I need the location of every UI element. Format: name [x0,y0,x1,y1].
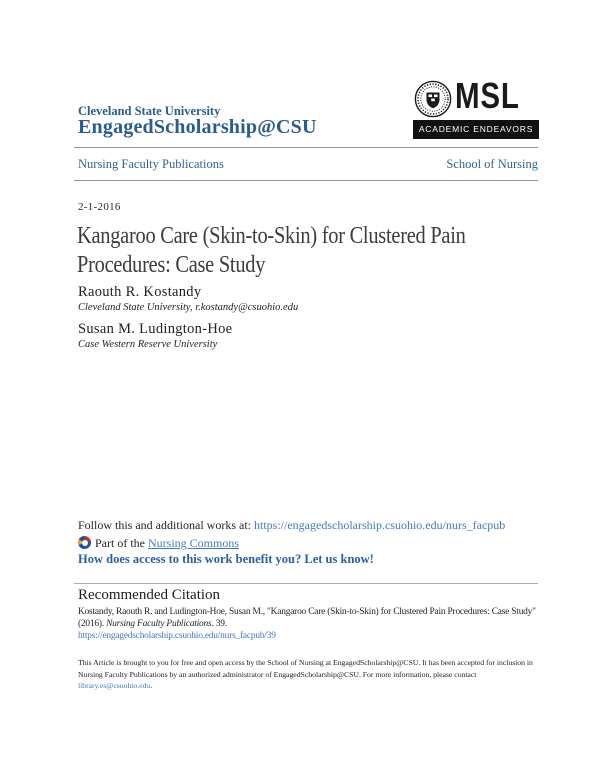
footer-email-line [78,680,540,692]
citation-line2 [78,619,536,631]
msl-logo [413,72,539,140]
header-divider [74,147,538,148]
repository-title: EngagedScholarship@CSU [78,116,317,138]
collection-name[interactable]: Nursing Faculty Publications [78,157,224,171]
citation-number: . 39. [211,618,227,629]
publication-date: 2-1-2016 [78,201,121,213]
follow-works-label: Follow this and additional works at: [78,518,254,532]
citation-year: (2016). [78,618,107,629]
author-name: Raouth R. Kostandy [78,284,202,300]
article-title [77,222,466,280]
part-of-label: Part of the [95,536,148,550]
citation-line1: Kostandy, Raouth R. and Ludington-Hoe, Susan M., "Kangaroo Care (Skin-to-Skin) for Clustered Pain Procedures: Case Study" [78,607,536,617]
recommended-citation-text [78,607,536,642]
library-email-link[interactable]: library.es@csuohio.edu [78,681,151,691]
follow-works-link[interactable]: https://engagedscholarship.csuohio.edu/nurs_facpub [254,518,506,532]
article-title-line2: Procedures: Case Study [77,252,266,278]
footer-text: This Article is brought to you for free and open access by the School of Nursing at EngagedScholarship@CSU. It has been accepted for inclusion in Nursing Faculty Publications by an authorized administrator of EngagedScholarship@CSU. For more information, please contact [78,658,533,679]
citation-url-link[interactable]: https://engagedscholarship.csuohio.edu/nurs_facpub/39 [78,630,276,641]
author-name: Susan M. Ludington-Hoe [78,321,233,337]
subheader-divider [74,180,538,181]
nursing-commons-link[interactable]: Nursing Commons [148,536,240,550]
follow-works-line [78,518,505,533]
school-name[interactable]: School of Nursing [446,157,538,171]
msl-acronym: MSL [455,75,520,116]
author-affiliation: Cleveland State University, r.kostandy@csuohio.edu [78,302,299,313]
msl-tagline: ACADEMIC ENDEAVORS [413,120,539,139]
recommended-citation-heading: Recommended Citation [78,587,221,603]
university-name: Cleveland State University [78,104,221,118]
msl-seal-icon [414,80,452,118]
benefit-survey-link[interactable]: How does access to this work benefit you? Let us know! [78,552,374,566]
digital-commons-icon [78,536,91,549]
footer-period: . [150,681,153,691]
author-affiliation: Case Western Reserve University [78,339,218,350]
citation-journal: Nursing Faculty Publications [106,618,212,629]
article-title-line1: Kangaroo Care (Skin-to-Skin) for Clustered Pain [77,223,466,249]
citation-divider [74,583,538,584]
part-of-line [78,536,239,551]
footer-note [78,657,540,692]
